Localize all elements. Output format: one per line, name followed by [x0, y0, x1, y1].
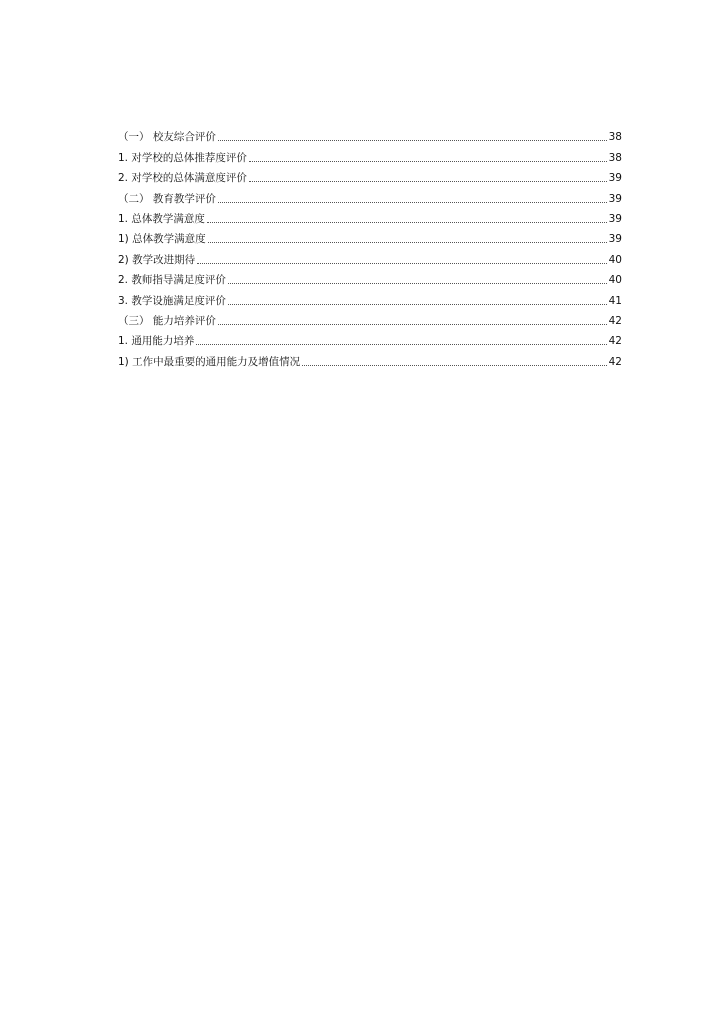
- toc-entry-label: 2. 教师指导满足度评价: [118, 274, 226, 287]
- toc-page-number: 42: [608, 355, 622, 368]
- toc-entry-label: （二） 教育教学评价: [118, 192, 216, 205]
- toc-entry[interactable]: [118, 246, 622, 266]
- toc-entry[interactable]: [118, 124, 622, 144]
- toc-dot-leader: [218, 140, 607, 141]
- toc-entry[interactable]: [118, 308, 622, 328]
- toc-dot-leader: [228, 304, 607, 305]
- toc-dot-leader: [197, 263, 607, 264]
- table-of-contents: [118, 124, 622, 369]
- toc-entry[interactable]: [118, 144, 622, 164]
- toc-dot-leader: [249, 161, 607, 162]
- toc-page-number: 40: [608, 274, 622, 287]
- toc-entry-label: 1. 对学校的总体推荐度评价: [118, 151, 247, 164]
- toc-entry-label: 1) 工作中最重要的通用能力及增值情况: [118, 355, 301, 368]
- toc-entry-label: 1) 总体教学满意度: [118, 233, 206, 246]
- toc-entry[interactable]: [118, 348, 622, 368]
- toc-dot-leader: [196, 344, 606, 345]
- toc-dot-leader: [218, 324, 607, 325]
- toc-page-number: 41: [608, 294, 622, 307]
- toc-dot-leader: [302, 365, 607, 366]
- toc-entry[interactable]: [118, 287, 622, 307]
- toc-entry[interactable]: [118, 165, 622, 185]
- toc-entry-label: （三） 能力培养评价: [118, 314, 216, 327]
- toc-entry[interactable]: [118, 185, 622, 205]
- toc-dot-leader: [208, 242, 607, 243]
- toc-page-number: 39: [608, 233, 622, 246]
- toc-entry[interactable]: [118, 206, 622, 226]
- toc-page-number: 39: [608, 212, 622, 225]
- toc-page-number: 42: [608, 335, 622, 348]
- toc-page-number: 39: [608, 172, 622, 185]
- toc-entry-label: 1. 通用能力培养: [118, 335, 195, 348]
- toc-page-number: 38: [608, 151, 622, 164]
- toc-entry-label: 1. 总体教学满意度: [118, 212, 205, 225]
- toc-page-number: 38: [608, 131, 622, 144]
- toc-entry-label: （一） 校友综合评价: [118, 131, 216, 144]
- toc-entry[interactable]: [118, 226, 622, 246]
- toc-entry[interactable]: [118, 267, 622, 287]
- toc-entry-label: 2) 教学改进期待: [118, 253, 196, 266]
- toc-entry[interactable]: [118, 328, 622, 348]
- toc-dot-leader: [218, 202, 607, 203]
- toc-entry-label: 2. 对学校的总体满意度评价: [118, 172, 247, 185]
- toc-dot-leader: [228, 283, 607, 284]
- toc-entry-label: 3. 教学设施满足度评价: [118, 294, 226, 307]
- toc-page-number: 39: [608, 192, 622, 205]
- toc-dot-leader: [207, 222, 607, 223]
- toc-page-number: 40: [608, 253, 622, 266]
- toc-dot-leader: [249, 181, 607, 182]
- toc-page-number: 42: [608, 314, 622, 327]
